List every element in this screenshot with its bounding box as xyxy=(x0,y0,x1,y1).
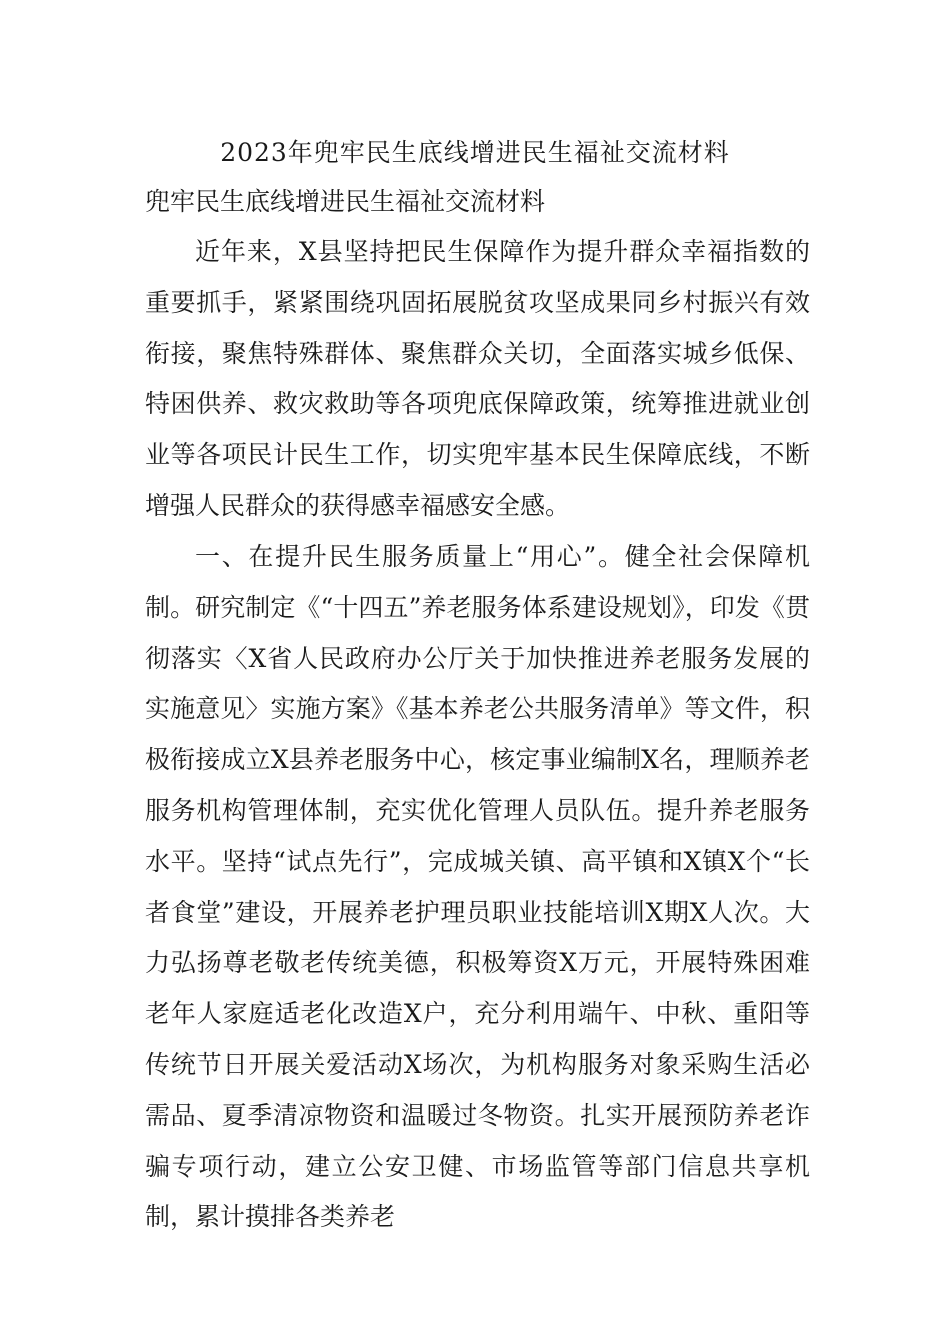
paragraph-section-one: 一、在提升民生服务质量上“用心”。健全社会保障机制。研究制定《“十四五”养老服务体系建设规划》，印发《贯彻落实〈X省人民政府办公厅关于加快推进养老服务发展的实施意见〉实施方案》《基本养老公共服务清单》等文件，积极衔接成立X县养老服务中心，核定事业编制X名，理顺养老服务机构管理体制，充实优化管理人员队伍。提升养老服务水平。坚持“试点先行”，完成城关镇、高平镇和X镇X个“长者食堂”建设，开展养老护理员职业技能培训X期X人次。大力弘扬尊老敬老传统美德，积极筹资X万元，开展特殊困难老年人家庭适老化改造X户，充分利用端午、中秋、重阳等传统节日开展关爱活动X场次，为机构服务对象采购生活必需品、夏季清凉物资和温暖过冬物资。扎实开展预防养老诈骗专项行动，建立公安卫健、市场监管等部门信息共享机制，累计摸排各类养老 xyxy=(145,542,810,1232)
document-subtitle: 兜牢民生底线增进民生福祉交流材料 xyxy=(145,187,546,216)
paragraph-intro: 近年来，X县坚持把民生保障作为提升群众幸福指数的重要抓手，紧紧围绕巩固拓展脱贫攻坚成果同乡村振兴有效衔接，聚焦特殊群体、聚焦群众关切，全面落实城乡低保、特困供养、救灾救助等各项兜底保障政策，统筹推进就业创业等各项民计民生工作，切实兜牢基本民生保障底线，不断增强人民群众的获得感幸福感安全感。 xyxy=(145,237,810,520)
document-title: 2023年兜牢民生底线增进民生福祉交流材料 xyxy=(220,138,730,167)
